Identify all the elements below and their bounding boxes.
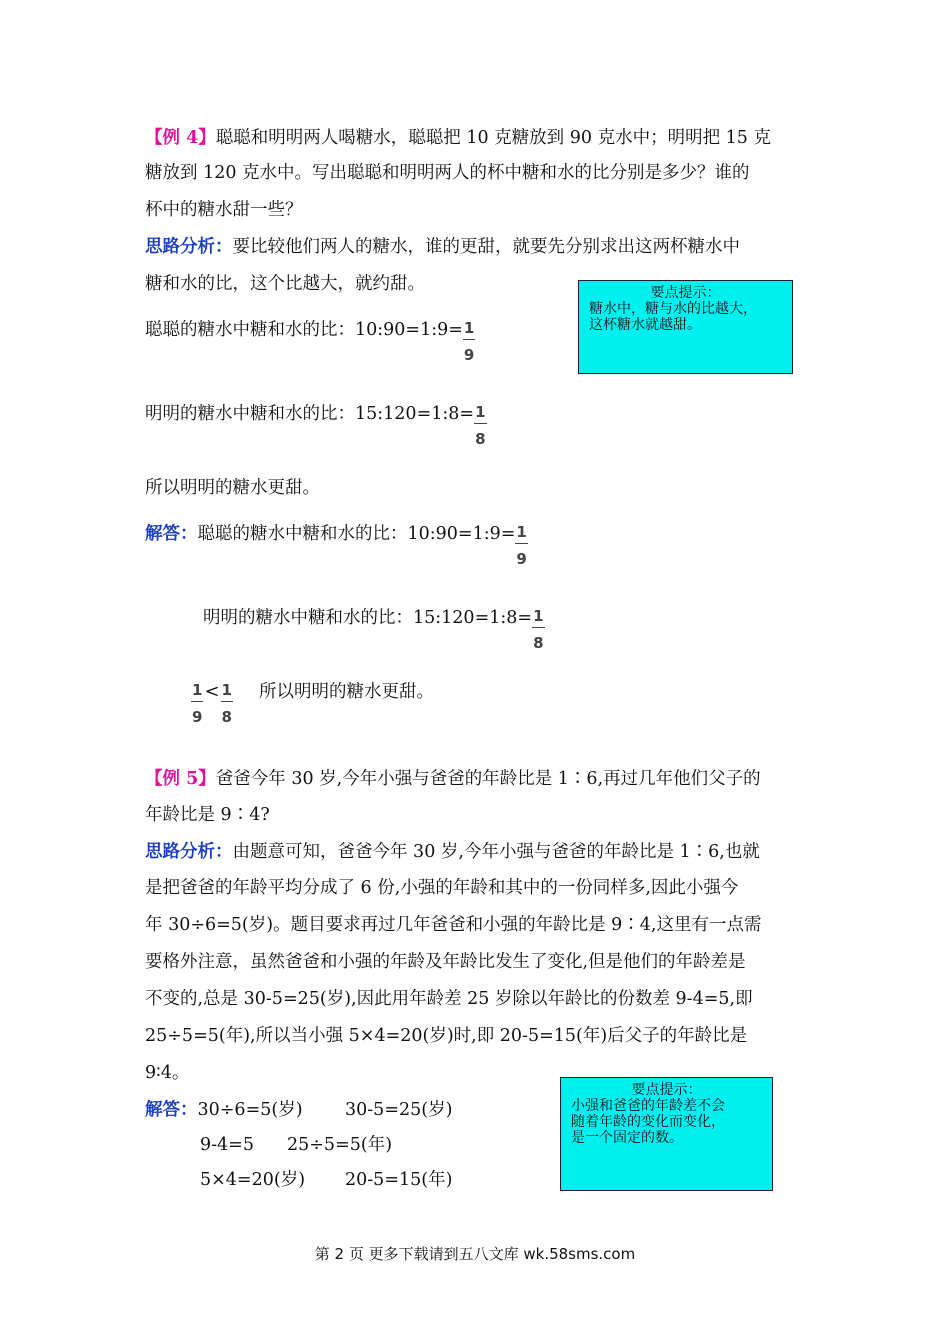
example4-answer-mingming: 明明的糖水中糖和水的比：15:120=1:8= $\frac{1}{8}$ [203, 607, 544, 652]
example5-analysis-line7: 9∶4。 [145, 1063, 190, 1083]
example5-step1b: 30-5=25(岁) [345, 1100, 453, 1120]
example4-question-line3: 杯中的糖水甜一些？ [145, 200, 303, 220]
less-than-symbol: < [204, 681, 220, 702]
fraction-one-eighth: $\frac{1}{8}$ [533, 607, 544, 652]
example5-step2b: 25÷5=5(年) [287, 1135, 393, 1155]
example4-question-line2: 糖放到 120 克水中。写出聪聪和明明两人的杯中糖和水的比分别是多少？谁的 [145, 163, 750, 183]
tip-line: 是一个固定的数。 [571, 1130, 683, 1146]
example5-question-line2: 年龄比是 9∶4? [145, 805, 270, 825]
example5-analysis-line6: 25÷5=5(年),所以当小强 5×4=20(岁)时,即 20-5=15(年)后父子的年龄比是 [145, 1026, 748, 1046]
example4-question-line1: 【例 4】聪聪和明明两人喝糖水，聪聪把 10 克糖放到 90 克水中；明明把 15 克 [145, 128, 771, 148]
example4-answer-congcong: 解答：聪聪的糖水中糖和水的比：10:90=1:9= $\frac{1}{9}$ [145, 523, 527, 568]
example5-analysis-line2: 是把爸爸的年龄平均分成了 6 份,小强的年龄和其中的一份同样多,因此小强今 [145, 878, 739, 898]
tip-line: 随着年龄的变化而变化， [571, 1114, 725, 1130]
example5-analysis-line5: 不变的,总是 30-5=25(岁),因此用年龄差 25 岁除以年龄比的份数差 9-4=5,即 [145, 989, 753, 1009]
example4-conclusion: 所以明明的糖水更甜。 [145, 478, 320, 498]
page-footer: 第 2 页 更多下载请到五八文库 wk.58sms.com [314, 1245, 636, 1263]
example4-analysis-line1: 思路分析：要比较他们两人的糖水，谁的更甜，就要先分别求出这两杯糖水中 [145, 237, 740, 257]
example5-answer-label: 解答： [145, 1100, 198, 1120]
example4-analysis-line2: 糖和水的比，这个比越大，就约甜。 [145, 274, 425, 294]
example4-label: 【例 4】 [145, 128, 216, 148]
example4-congcong-ratio: 聪聪的糖水中糖和水的比：10:90=1:9= $\frac{1}{9}$ [145, 319, 475, 364]
fraction-one-ninth: $\frac{1}{9}$ [463, 319, 475, 364]
example5-answer-row1: 解答：30÷6=5(岁) [145, 1100, 303, 1120]
example5-step2a: 9-4=5 [200, 1135, 254, 1155]
example5-analysis-line4: 要格外注意，虽然爸爸和小强的年龄及年龄比发生了变化,但是他们的年龄差是 [145, 952, 746, 972]
tip-title: 要点提示： [650, 285, 721, 301]
fraction-one-ninth: $\frac{1}{9}$ [192, 681, 203, 726]
example4-analysis-label: 思路分析： [145, 237, 233, 257]
example5-question-line1: 【例 5】爸爸今年 30 岁,今年小强与爸爸的年龄比是 1∶6,再过几年他们父子的 [145, 769, 761, 789]
example5-analysis-line3: 年 30÷6=5(岁)。题目要求再过几年爸爸和小强的年龄比是 9∶4,这里有一点需 [145, 915, 762, 935]
example5-analysis-line1: 思路分析：由题意可知，爸爸今年 30 岁,今年小强与爸爸的年龄比是 1∶6,也就 [145, 842, 760, 862]
example4-answer-label: 解答： [145, 524, 198, 544]
tip-box-1 [578, 280, 793, 374]
tip-line: 糖水中，糖与水的比越大， [589, 301, 757, 317]
tip-box-2 [560, 1077, 773, 1191]
tip-line: 小强和爸爸的年龄差不会 [571, 1098, 725, 1114]
example4-mingming-ratio: 明明的糖水中糖和水的比：15:120=1:8= $\frac{1}{8}$ [145, 403, 486, 448]
example5-step3a: 5×4=20(岁) [200, 1170, 306, 1190]
example5-step3b: 20-5=15(年) [345, 1170, 453, 1190]
example5-label: 【例 5】 [145, 769, 216, 789]
example5-analysis-label: 思路分析： [145, 842, 233, 862]
fraction-one-eighth: $\frac{1}{8}$ [221, 681, 232, 726]
fraction-one-eighth: $\frac{1}{8}$ [475, 403, 486, 448]
tip-line: 这杯糖水就越甜。 [589, 317, 701, 333]
example4-comparison: $\frac{1}{9}$ < $\frac{1}{8}$ 所以明明的糖水更甜。 [192, 681, 434, 726]
tip-title: 要点提示： [631, 1082, 702, 1098]
fraction-one-ninth: $\frac{1}{9}$ [516, 523, 527, 568]
